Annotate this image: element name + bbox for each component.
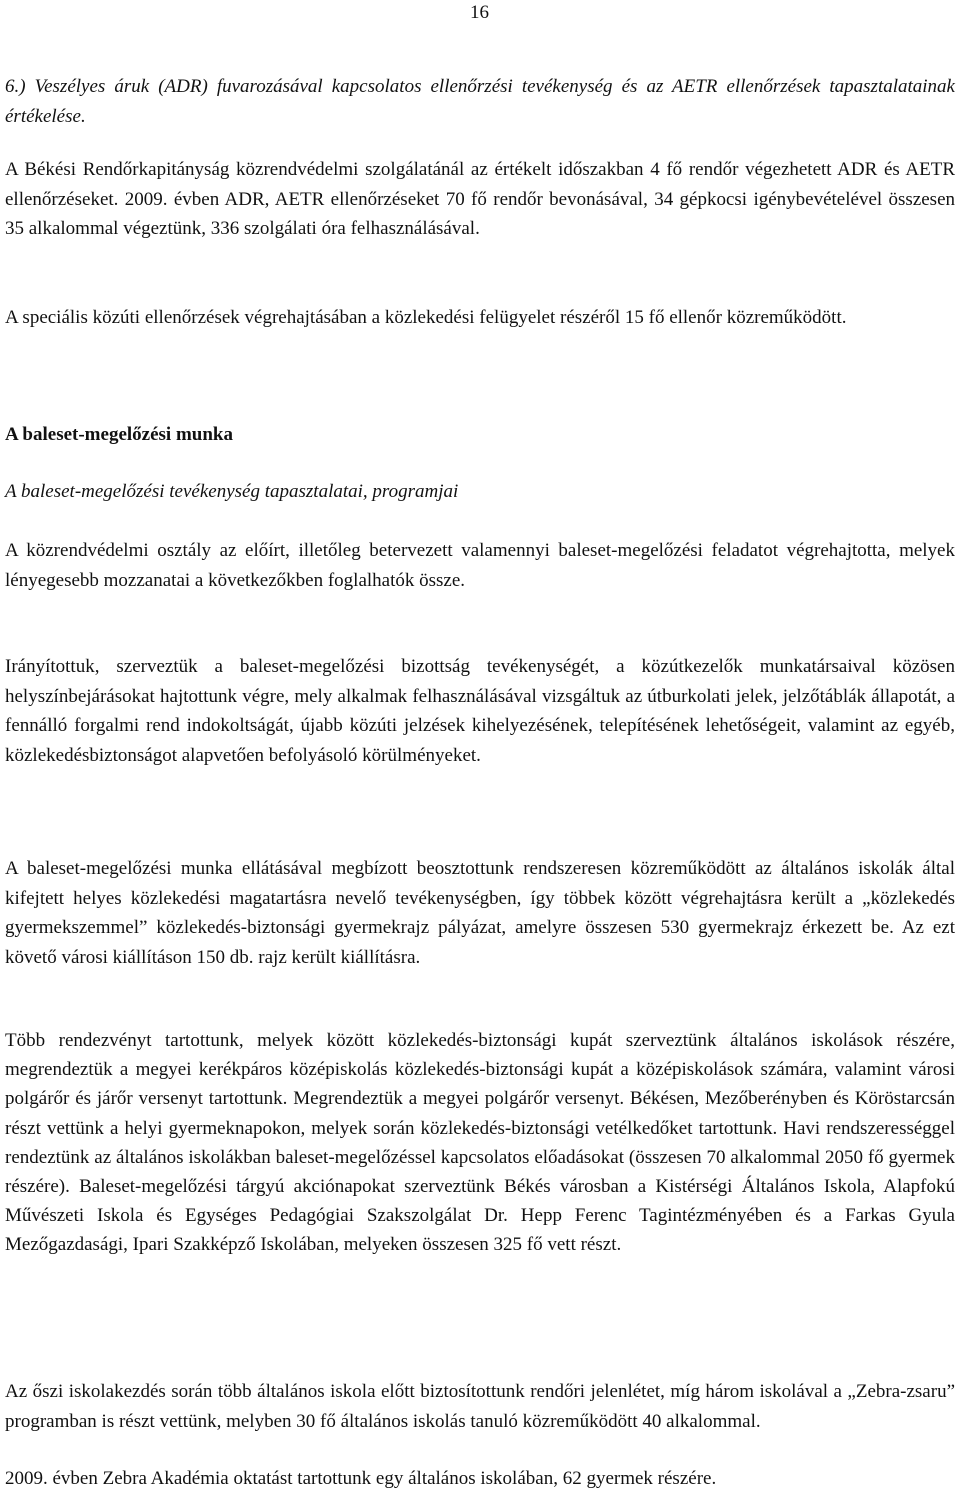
- paragraph-tasks: A közrendvédelmi osztály az előírt, illetőleg betervezett valamennyi baleset-megelőzési feladatot végrehajtotta, melyek lényegesebb mozzanatai a következőkben foglalhatók össze.: [5, 540, 955, 591]
- paragraph-adr-inspectors: A speciális közúti ellenőrzések végrehajtásában a közlekedési felügyelet részéről 15 fő ellenőr közreműködött.: [5, 307, 847, 328]
- paragraph-committee: Irányítottuk, szerveztük a baleset-megelőzési bizottság tevékenységét, a közútkezelők munkatársaival közösen helyszínbejárásokat hajtottunk végre, mely alkalmak felhasználásával vizsgáltuk az útburkolati jelek, jelzőtáblák állapotát, a fennálló forgalmi rend indokoltságát, újabb közúti jelzések kihelyezésének, telepítésének lehetőségeit, valamint az egyéb, közlekedésbiztonságot alapvetően befolyásoló körülményeket.: [5, 656, 955, 766]
- heading-accident-prevention: A baleset-megelőzési munka: [5, 424, 233, 445]
- paragraph-events: Több rendezvényt tartottunk, melyek között közlekedés-biztonsági kupát szerveztünk általános iskolások részére, megrendeztük a megyei kerékpáros középiskolás közlekedés-biztonsági kupát a középiskolások számára, valamint városi polgárőr és járőr versenyt tartottunk. Megrendeztük a megyei polgárőr versenyt. Békésen, Mezőberényben és Köröstarcsán részt vettünk a helyi gyermeknapokon, melyek során közlekedés-biztonsági vetélkedőket tartottunk. Havi rendszerességgel rendeztünk az általános iskolákban baleset-megelőzéssel kapcsolatos előadásokat (összesen 70 alkalommal 2050 fő gyermek részére). Baleset-megelőzési tárgyú akciónapokat szerveztünk Békés városban a Kistérségi Általános Iskola, Alapfokú Művészeti Iskola és Egységes Pedagógiai Szakszolgálat Dr. Hepp Ferenc Tagintézményében és a Farkas Gyula Mezőgazdasági, Ipari Szakképző Iskolában, melyeken összesen 325 fő vett részt.: [5, 1030, 955, 1256]
- paragraph-school-education: A baleset-megelőzési munka ellátásával megbízott beosztottunk rendszeresen közreműködött az általános iskolák által kifejtett helyes közlekedési magatartásra nevelő tevékenységben, így többek között végrehajtásra került a „közlekedés gyermekszemmel” közlekedés-biztonsági gyermekrajz pályázat, amelyre összesen 530 gyermekrajz érkezett be. Az ezt követő városi kiállításon 150 db. rajz került kiállításra.: [5, 858, 955, 968]
- paragraph-zebra-academy: 2009. évben Zebra Akadémia oktatást tartottunk egy általános iskolában, 62 gyermek részére.: [5, 1468, 717, 1489]
- section-title: 6.) Veszélyes áruk (ADR) fuvarozásával kapcsolatos ellenőrzési tevékenység és az AETR ellenőrzések tapasztalatainak értékelése.: [5, 76, 955, 127]
- page-number: 16: [470, 2, 489, 23]
- paragraph-school-start: Az őszi iskolakezdés során több általános iskola előtt biztosítottunk rendőri jelenlétet, míg három iskolával a „Zebra-zsaru” programban is részt vettünk, melyben 30 fő általános iskolás tanuló közreműködött 40 alkalommal.: [5, 1381, 955, 1432]
- subheading-accident-prevention: A baleset-megelőzési tevékenység tapasztalatai, programjai: [5, 481, 459, 502]
- paragraph-adr-staff: A Békési Rendőrkapitányság közrendvédelmi szolgálatánál az értékelt időszakban 4 fő rendőr végezhetett ADR és AETR ellenőrzéseket. 2009. évben ADR, AETR ellenőrzéseket 70 fő rendőr bevonásával, 34 gépkocsi igénybevételével összesen 35 alkalommal végeztünk, 336 szolgálati óra felhasználásával.: [5, 159, 955, 240]
